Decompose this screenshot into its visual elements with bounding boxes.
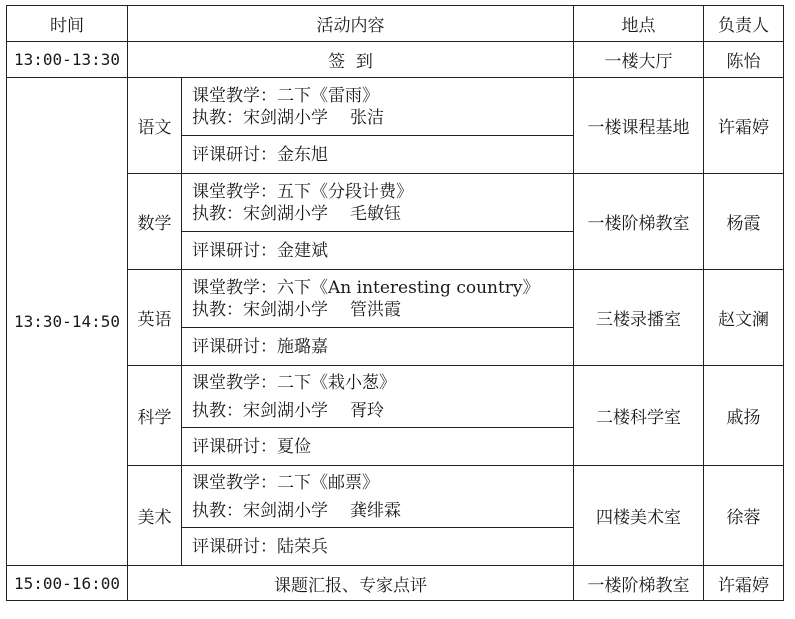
lesson-cell <box>182 366 574 428</box>
teacher-name: 毛敏钰 <box>350 203 401 224</box>
subject-person: 杨霞 <box>704 174 784 270</box>
lesson-cell <box>182 78 574 136</box>
lesson-cell <box>182 270 574 328</box>
checkin-row <box>7 42 784 78</box>
lesson-cell <box>182 174 574 232</box>
lesson-title: 课堂教学：二下《雷雨》 <box>192 85 379 106</box>
teacher-label: 执教：宋剑湖小学 <box>192 203 328 224</box>
final-activity: 课题汇报、专家点评 <box>128 566 574 601</box>
teacher-name: 管洪霞 <box>350 299 401 320</box>
lesson-title: 课堂教学：二下《栽小葱》 <box>192 372 396 393</box>
teacher-label: 执教：宋剑湖小学 <box>192 299 328 320</box>
subject-location: 二楼科学室 <box>574 366 704 466</box>
final-person: 许霜婷 <box>704 566 784 601</box>
review-cell: 评课研讨：陆荣兵 <box>182 528 574 566</box>
subject-person: 徐蓉 <box>704 466 784 566</box>
final-time: 15:00-16:00 <box>7 566 128 601</box>
header-time: 时间 <box>7 6 128 42</box>
lesson-cell <box>182 466 574 528</box>
subject-name: 美术 <box>128 466 182 566</box>
review-cell: 评课研讨：金东旭 <box>182 136 574 174</box>
teacher-label: 执教：宋剑湖小学 <box>192 107 328 128</box>
teacher-name: 张洁 <box>350 107 384 128</box>
subject-location: 四楼美术室 <box>574 466 704 566</box>
lesson-title: 课堂教学：六下《An interesting country》 <box>192 277 540 298</box>
subject-name: 科学 <box>128 366 182 466</box>
subject-location: 一楼课程基地 <box>574 78 704 174</box>
subject-person: 戚扬 <box>704 366 784 466</box>
checkin-location: 一楼大厅 <box>574 42 704 78</box>
header-person: 负责人 <box>704 6 784 42</box>
review-cell: 评课研讨：金建斌 <box>182 232 574 270</box>
teacher-name: 龚绯霖 <box>350 500 401 521</box>
checkin-activity: 签 到 <box>128 42 574 78</box>
checkin-time: 13:00-13:30 <box>7 42 128 78</box>
review-cell: 评课研讨：施璐嘉 <box>182 328 574 366</box>
schedule-table <box>6 5 784 601</box>
subject-location: 三楼录播室 <box>574 270 704 366</box>
header-location: 地点 <box>574 6 704 42</box>
subject-name: 数学 <box>128 174 182 270</box>
teacher-label: 执教：宋剑湖小学 <box>192 400 328 421</box>
subject-lesson-row <box>7 78 784 136</box>
subject-name: 语文 <box>128 78 182 174</box>
teacher-name: 胥玲 <box>350 400 384 421</box>
teacher-label: 执教：宋剑湖小学 <box>192 500 328 521</box>
final-location: 一楼阶梯教室 <box>574 566 704 601</box>
subject-person: 赵文澜 <box>704 270 784 366</box>
lesson-title: 课堂教学：二下《邮票》 <box>192 472 379 493</box>
lesson-title: 课堂教学：五下《分段计费》 <box>192 181 413 202</box>
subject-person: 许霜婷 <box>704 78 784 174</box>
subject-location: 一楼阶梯教室 <box>574 174 704 270</box>
final-row <box>7 566 784 601</box>
review-cell: 评课研讨：夏俭 <box>182 428 574 466</box>
checkin-person: 陈怡 <box>704 42 784 78</box>
subject-name: 英语 <box>128 270 182 366</box>
header-activity: 活动内容 <box>128 6 574 42</box>
header-row <box>7 6 784 42</box>
block-time: 13:30-14:50 <box>7 78 128 566</box>
